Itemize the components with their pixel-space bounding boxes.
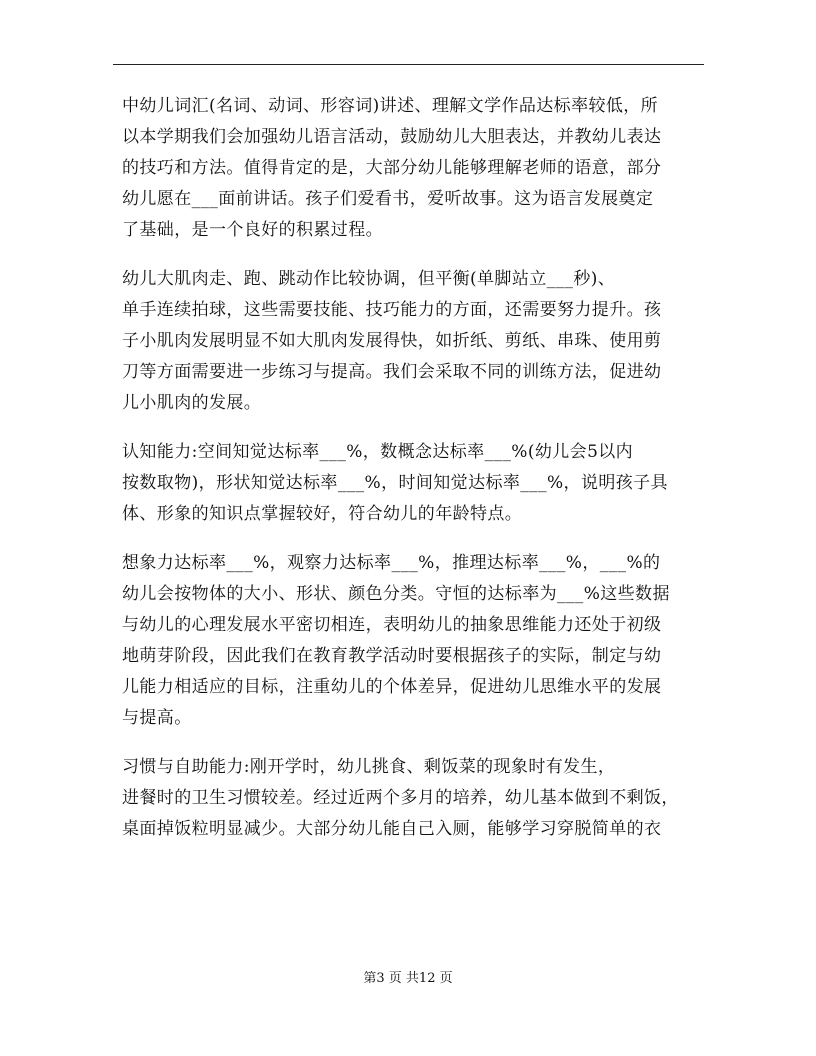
text-line: 中幼儿词汇(名词、动词、形容词)讲述、理解文学作品达标率较低，所 xyxy=(122,96,659,116)
text-line: 刀等方面需要进一步练习与提高。我们会采取不同的训练方法，促进幼 xyxy=(122,362,662,382)
text-line: 体、形象的知识点掌握较好，符合幼儿的年龄特点。 xyxy=(122,504,523,524)
text-line: 单手连续拍球，这些需要技能、技巧能力的方面，还需要努力提升。孩 xyxy=(122,300,662,320)
text-line: 幼儿大肌肉走、跑、跳动作比较协调，但平衡(单脚站立___秒)、 xyxy=(122,269,616,289)
paragraph-language xyxy=(122,91,698,246)
text-line: 儿小肌肉的发展。 xyxy=(122,393,262,413)
paragraph-habits xyxy=(122,752,698,845)
text-line: 进餐时的卫生习惯较差。经过近两个多月的培养，幼儿基本做到不剩饭， xyxy=(122,788,679,808)
text-line: 按数取物)，形状知觉达标率___%，时间知觉达标率___%，说明孩子具 xyxy=(122,473,668,493)
paragraph-imagination xyxy=(122,548,698,734)
text-line: 了基础，是一个良好的积累过程。 xyxy=(122,220,383,240)
paragraph-motor xyxy=(122,264,698,419)
document-body xyxy=(122,91,698,863)
text-line: 与幼儿的心理发展水平密切相连，表明幼儿的抽象思维能力还处于初级 xyxy=(122,615,662,635)
text-line: 以本学期我们会加强幼儿语言活动，鼓励幼儿大胆表达，并教幼儿表达 xyxy=(122,127,662,147)
text-line: 子小肌肉发展明显不如大肌肉发展得快，如折纸、剪纸、串珠、使用剪 xyxy=(122,331,662,351)
text-line: 想象力达标率___%，观察力达标率___%，推理达标率___%，___%的 xyxy=(122,553,661,573)
text-line: 认知能力:空间知觉达标率___%，数概念达标率___%(幼儿会5以内 xyxy=(122,442,634,462)
text-line: 与提高。 xyxy=(122,708,192,728)
text-line: 习惯与自助能力:刚开学时，幼儿挑食、剩饭菜的现象时有发生， xyxy=(122,757,616,777)
page-number-footer: 第3 页 共12 页 xyxy=(363,971,453,986)
text-line: 地萌芽阶段，因此我们在教育教学活动时要根据孩子的实际，制定与幼 xyxy=(122,646,662,666)
text-line: 幼儿愿在___面前讲话。孩子们爱看书，爱听故事。这为语言发展奠定 xyxy=(122,189,654,209)
text-line: 桌面掉饭粒明显减少。大部分幼儿能自己入厕，能够学习穿脱简单的衣 xyxy=(122,819,662,839)
text-line: 幼儿会按物体的大小、形状、颜色分类。守恒的达标率为___%这些数据 xyxy=(122,584,670,604)
header-rule xyxy=(113,64,704,65)
paragraph-cognition xyxy=(122,437,698,530)
text-line: 儿能力相适应的目标，注重幼儿的个体差异，促进幼儿思维水平的发展 xyxy=(122,677,662,697)
text-line: 的技巧和方法。值得肯定的是，大部分幼儿能够理解老师的语意，部分 xyxy=(122,158,662,178)
